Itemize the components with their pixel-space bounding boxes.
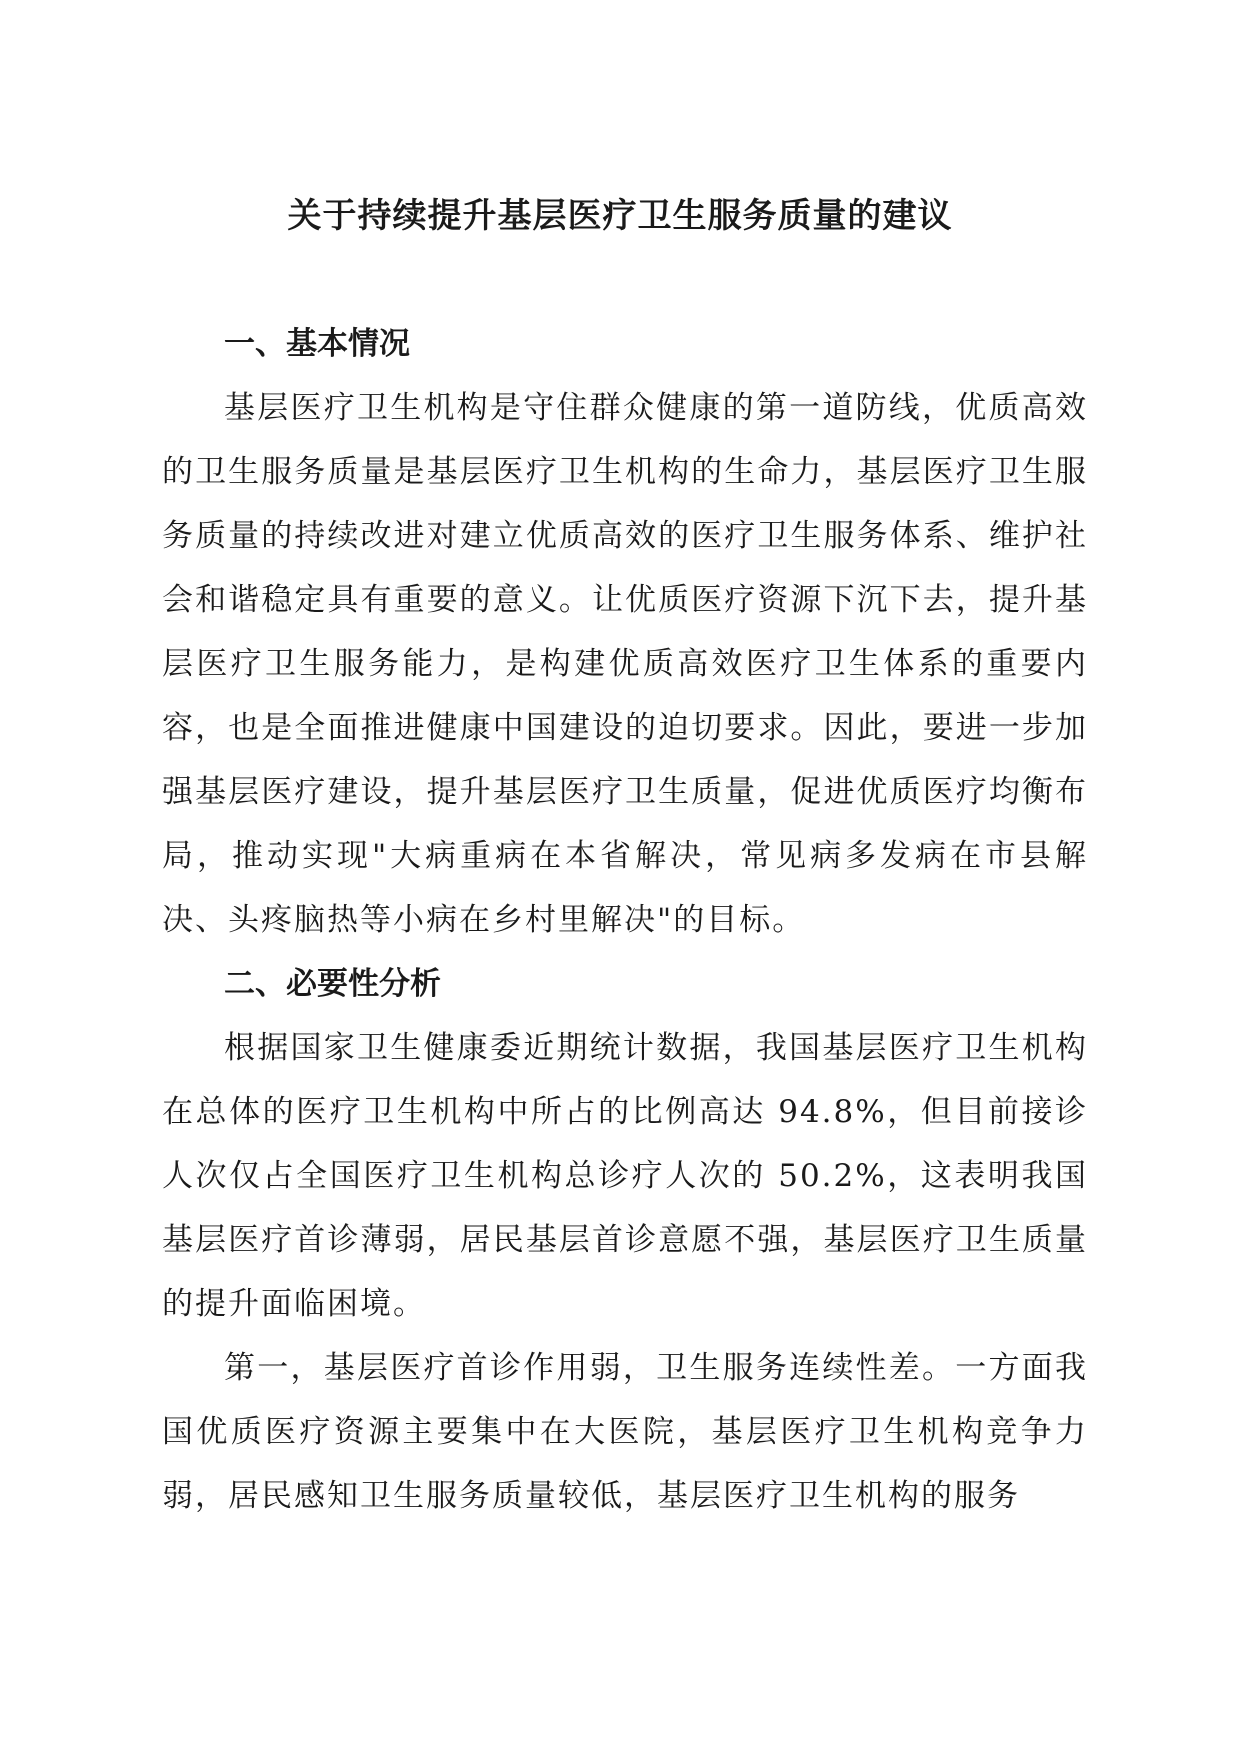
paragraph-necessity-stats: 根据国家卫生健康委近期统计数据，我国基层医疗卫生机构在总体的医疗卫生机构中所占的比例高达 94.8%，但目前接诊人次仅占全国医疗卫生机构总诊疗人次的 50.2%，这表明我国基层医疗首诊薄弱，居民基层首诊意愿不强，基层医疗卫生质量的提升面临困境。: [162, 1030, 1088, 1322]
document-body: [162, 312, 1088, 1528]
section-heading-basic-situation: 一、基本情况: [224, 326, 410, 362]
section-heading-necessity-analysis: 二、必要性分析: [224, 966, 441, 1002]
paragraph-necessity-first-point: 第一，基层医疗首诊作用弱，卫生服务连续性差。一方面我国优质医疗资源主要集中在大医院，基层医疗卫生机构竞争力弱，居民感知卫生服务质量较低，基层医疗卫生机构的服务: [162, 1350, 1088, 1514]
paragraph-basic-situation: 基层医疗卫生机构是守住群众健康的第一道防线，优质高效的卫生服务质量是基层医疗卫生机构的生命力，基层医疗卫生服务质量的持续改进对建立优质高效的医疗卫生服务体系、维护社会和谐稳定具有重要的意义。让优质医疗资源下沉下去，提升基层医疗卫生服务能力，是构建优质高效医疗卫生体系的重要内容，也是全面推进健康中国建设的迫切要求。因此，要进一步加强基层医疗建设，提升基层医疗卫生质量，促进优质医疗均衡布局，推动实现"大病重病在本省解决，常见病多发病在市县解决、头疼脑热等小病在乡村里解决"的目标。: [162, 390, 1088, 938]
document-title: 关于持续提升基层医疗卫生服务质量的建议: [287, 196, 953, 236]
